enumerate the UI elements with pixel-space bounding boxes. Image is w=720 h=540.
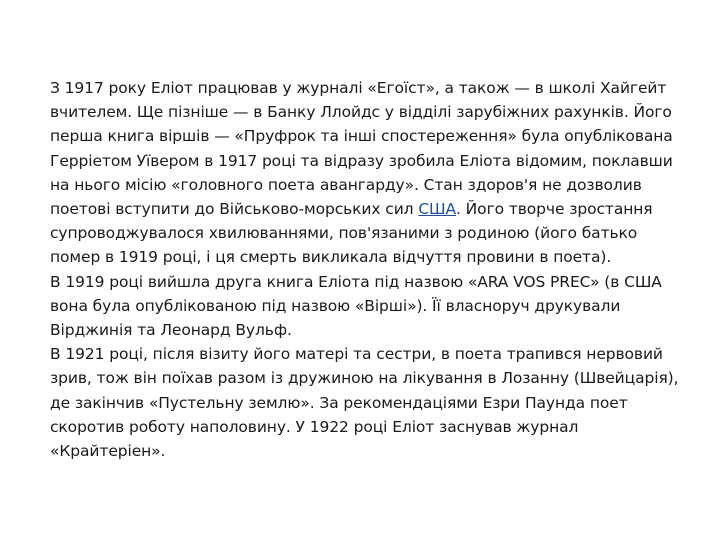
paragraph-1-text-start: З 1917 року Еліот працював у журналі «Егоїст», а також — в школі Хайгейт вчителем. Ще пізніше — в Банку Ллойдс у відділі зарубіжних рахунків. Його перша книга віршів — «Пруфрок та інші спостереження» була опублікована Герріетом Уївером в 1917 році та відразу зробила Еліота відомим, поклавши на нього місію «головного поета авангарду». Стан здоров'я не дозволив поетові вступити до Військово-морських сил xyxy=(50,79,673,219)
paragraph-1-text-end: . Його творче зростання супроводжувалося хвилюваннями, пов'язаними з родиною (його батько помер в 1919 році, і ця смерть викликала відчуття провини в поета). xyxy=(50,200,653,267)
usa-link[interactable]: США xyxy=(418,200,457,219)
paragraph-1 xyxy=(50,76,690,270)
body-text xyxy=(50,76,690,463)
paragraph-3: В 1921 році, після візиту його матері та сестри, в поета трапився нервовий зрив, тож він поїхав разом із дружиною на лікування в Лозанну (Швейцарія), де закінчив «Пустельну землю». За рекомендаціями Езри Паунда поет скоротив роботу наполовину. У 1922 році Еліот заснував журнал «Крайтеріен». xyxy=(50,345,679,461)
paragraph-2: В 1919 році вийшла друга книга Еліота під назвою «ARA VOS PREC» (в США вона була опублікованою під назвою «Вірші»). Її власноруч друкували Вірджинія та Леонард Вульф. xyxy=(50,272,662,340)
